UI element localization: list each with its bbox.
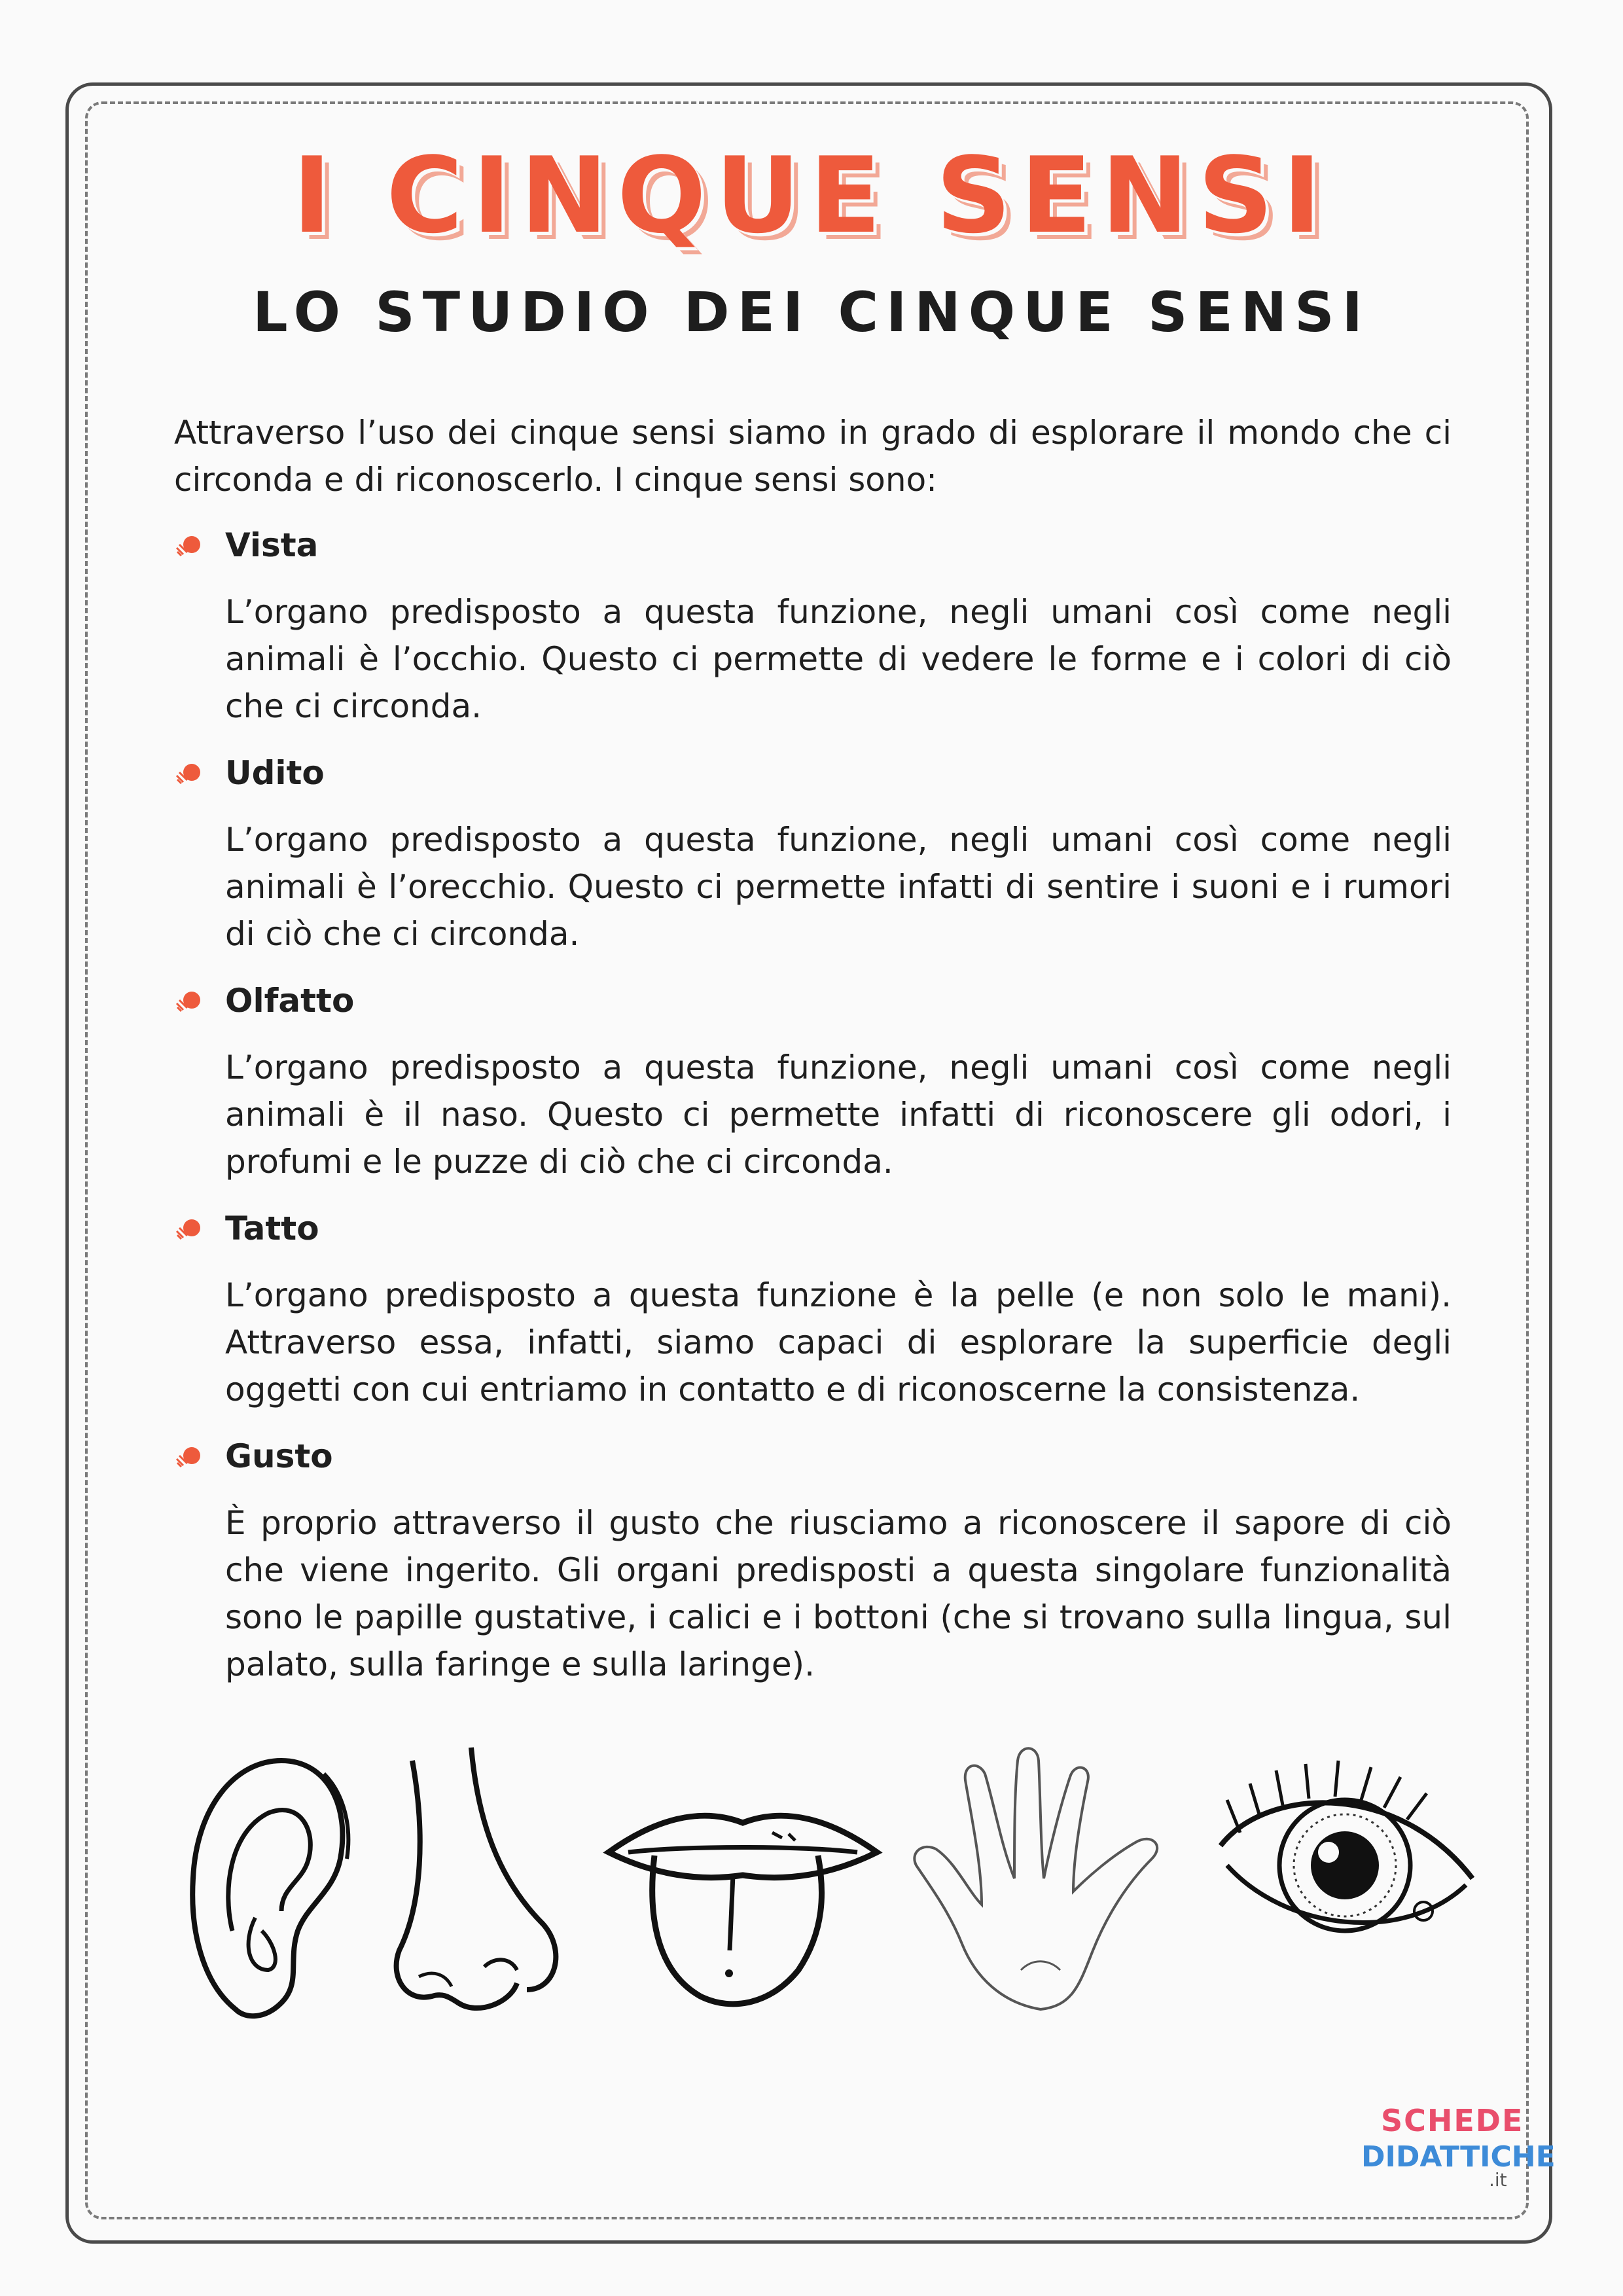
sense-heading (174, 522, 1452, 569)
sense-section-olfatto (174, 977, 1452, 1185)
sense-heading (174, 1205, 1452, 1252)
page-title: I CINQUE SENSI (292, 134, 1331, 257)
sense-name: Olfatto (225, 982, 355, 1020)
sense-section-udito (174, 749, 1452, 958)
sense-section-tatto (174, 1205, 1452, 1413)
bullet-icon (174, 533, 204, 560)
sense-description: È proprio attraverso il gusto che riusciamo a riconoscere il sapore di ciò che viene ingerito. Gli organi predisposti a questa singolare funzionalità sono le papille gustative, i calici e i bottoni (che si trovano sulla lingua, sul palato, sulla faringe e sulla laringe). (225, 1504, 1452, 1683)
sense-name: Tatto (225, 1210, 319, 1247)
logo-line2: DIDATTICHE (1361, 2140, 1556, 2174)
main-content (174, 409, 1452, 1708)
ear-icon (177, 1734, 353, 2036)
sense-name: Udito (225, 754, 325, 792)
sense-description: L’organo predisposto a questa funzione è la pelle (e non solo le mani). Attraverso essa, infatti, siamo capaci di esplorare la superficie degli oggetti con cui entriamo in contatto e di riconoscerne la consistenza. (225, 1276, 1452, 1408)
logo-suffix: .it (1489, 2169, 1507, 2191)
sense-heading (174, 977, 1452, 1024)
sense-section-vista (174, 522, 1452, 730)
sense-description: L’organo predisposto a questa funzione, negli umani così come negli animali è l’orecchio. Questo ci permette infatti di sentire i suoni e i rumori di ciò che ci circonda. (225, 821, 1452, 953)
nose-icon (386, 1734, 576, 2036)
sense-heading (174, 1433, 1452, 1480)
site-logo (1355, 2093, 1556, 2191)
sense-name: Gusto (225, 1437, 333, 1475)
eye-icon (1214, 1734, 1479, 2036)
illustrations-row (177, 1734, 1479, 2049)
logo-line1: SCHEDE (1381, 2103, 1524, 2138)
bullet-icon (174, 761, 204, 787)
sense-description: L’organo predisposto a questa funzione, negli umani così come negli animali è il naso. Questo ci permette infatti di riconoscere gli odori, i profumi e le puzze di ciò che ci circonda. (225, 1049, 1452, 1181)
intro-paragraph: Attraverso l’uso dei cinque sensi siamo in grado di esplorare il mondo che ci circonda e di riconoscerlo. I cinque sensi sono: (174, 414, 1452, 499)
sense-name: Vista (225, 526, 319, 564)
bullet-icon (174, 1217, 204, 1243)
sense-description: L’organo predisposto a questa funzione, negli umani così come negli animali è l’occhio. Questo ci permette di vedere le forme e i colori di ciò che ci circonda. (225, 593, 1452, 725)
bullet-icon (174, 989, 204, 1015)
sense-section-gusto (174, 1433, 1452, 1688)
page-subtitle: LO STUDIO DEI CINQUE SENSI (253, 280, 1370, 344)
sense-heading (174, 749, 1452, 797)
mouth-tongue-icon (602, 1734, 883, 2036)
bullet-icon (174, 1444, 204, 1471)
hand-icon (910, 1734, 1198, 2036)
